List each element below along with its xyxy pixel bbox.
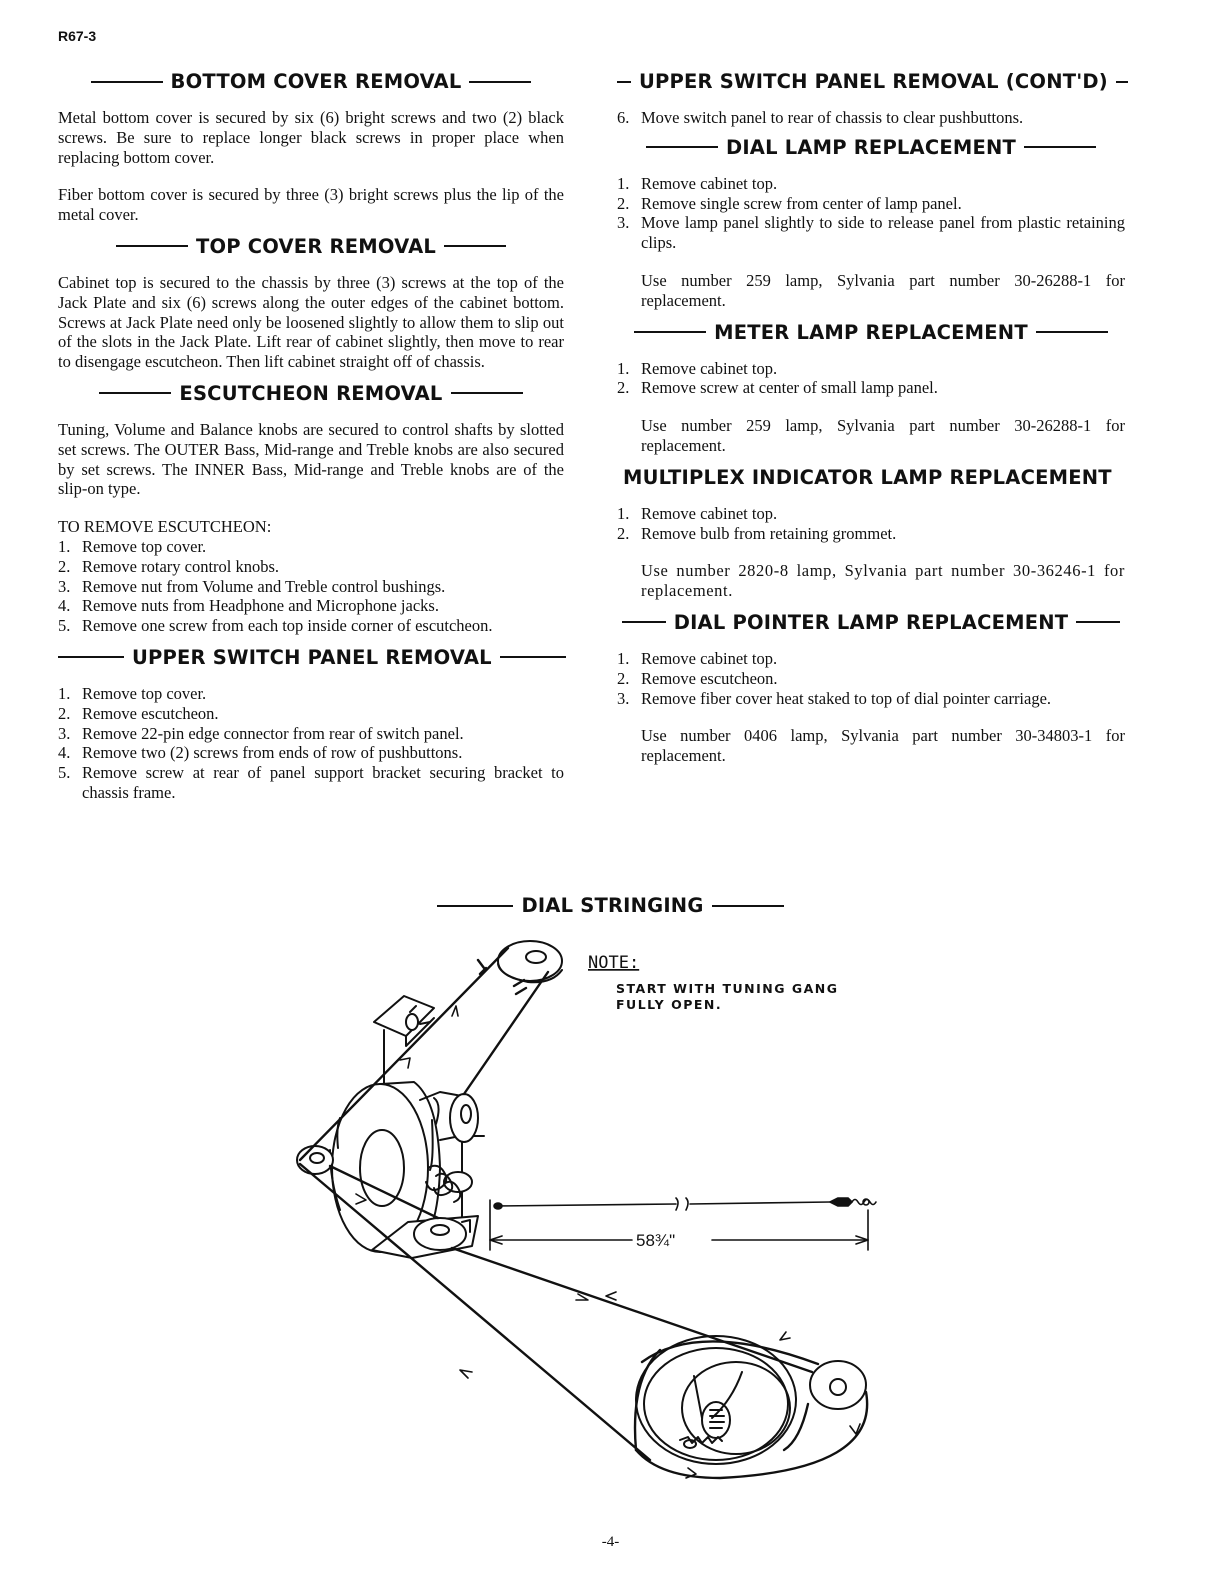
- multiplex-note: Use number 2820-8 lamp, Sylvania part number 30-36246-1 for replacement.: [641, 561, 1125, 601]
- dial-drum: [636, 1336, 796, 1464]
- diagram-note-label: NOTE:: [588, 953, 640, 973]
- bottom-cover-paragraph-2: Fiber bottom cover is secured by three (3) bright screws plus the lip of the metal cover.: [58, 185, 564, 225]
- list-item: 2. Remove escutcheon.: [617, 668, 778, 688]
- list-item: 3. Remove nut from Volume and Treble control bushings.: [58, 576, 446, 596]
- upper-switch-contd-heading: [617, 66, 1125, 98]
- right-idler-pulley: [810, 1361, 866, 1409]
- list-item: 3. Remove 22-pin edge connector from rear of switch panel.: [58, 723, 464, 743]
- escutcheon-steps-label: TO REMOVE ESCUTCHEON:: [58, 517, 272, 537]
- meter-lamp-note: Use number 259 lamp, Sylvania part number 30-26288-1 for replacement.: [641, 416, 1125, 455]
- list-item: 2. Remove screw at center of small lamp panel.: [617, 378, 938, 398]
- escutcheon-heading: [58, 378, 564, 410]
- list-item: 3. Remove fiber cover heat staked to top of dial pointer carriage.: [617, 688, 1052, 708]
- top-cover-heading-text: TOP COVER REMOVAL: [195, 234, 437, 258]
- diagram-note-line-1: START WITH TUNING GANG: [616, 981, 839, 996]
- multiplex-steps: [617, 504, 1125, 544]
- list-item: 1. Remove top cover.: [58, 683, 207, 703]
- multiplex-heading-text: MULTIPLEX INDICATOR LAMP REPLACEMENT: [623, 465, 1112, 489]
- dial-stringing-diagram: [0, 920, 1221, 1520]
- escutcheon-paragraph: Tuning, Volume and Balance knobs are secured to control shafts by slotted set screws. The OUTER Bass, Mid-range and Treble knobs are also secured by set screws. The INNER Bass, Mid-range and Treble knobs are of the slip-on type.: [58, 419, 564, 499]
- dial-lamp-heading: [617, 132, 1125, 164]
- list-item: 1. Remove cabinet top.: [617, 358, 778, 378]
- list-item: 1. Remove cabinet top.: [617, 173, 778, 193]
- escutcheon-steps: [58, 537, 564, 636]
- bottom-cover-heading-text: BOTTOM COVER REMOVAL: [170, 70, 462, 93]
- upper-switch-steps: [58, 684, 564, 803]
- dial-lamp-steps: [617, 174, 1125, 253]
- top-cover-paragraph: Cabinet top is secured to the chassis by three (3) screws at the top of the Jack Plate and six (6) screws along the outer edges of the cabinet bottom. Screws at Jack Plate need only be loosened slightly to allow them to slip out of the slots in the Jack Plate. Lift rear of cabinet slightly, then move to rear to disengage escutcheon. Then lift cabinet straight off of chassis.: [58, 272, 564, 372]
- dial-pointer-heading-text: DIAL POINTER LAMP REPLACEMENT: [673, 610, 1069, 634]
- meter-lamp-steps: [617, 359, 1125, 399]
- document-id: R67-3: [58, 28, 97, 44]
- list-item: 5. Remove screw at rear of panel support bracket securing bracket to chassis frame.: [58, 763, 564, 802]
- left-idler-pulley: [297, 1146, 333, 1174]
- list-item: 4. Remove two (2) screws from ends of row of pushbuttons.: [58, 743, 463, 763]
- list-item: 6. Move switch panel to rear of chassis to clear pushbuttons.: [617, 108, 1024, 127]
- list-item: 1. Remove cabinet top.: [617, 648, 778, 668]
- list-item: 2. Remove escutcheon.: [58, 703, 219, 723]
- list-item: 5. Remove one screw from each top inside corner of escutcheon.: [58, 616, 493, 636]
- list-item: 2. Remove bulb from retaining grommet.: [617, 523, 897, 543]
- dial-pointer-note: Use number 0406 lamp, Sylvania part number 30-34803-1 for replacement.: [641, 726, 1125, 766]
- upper-switch-heading: [58, 642, 564, 674]
- diagram-note-line-2: FULLY OPEN.: [616, 997, 723, 1012]
- left-column: [58, 66, 564, 819]
- upper-switch-heading-text: UPPER SWITCH PANEL REMOVAL: [132, 645, 492, 669]
- list-item: 4. Remove nuts from Headphone and Microphone jacks.: [58, 596, 439, 616]
- dial-lamp-note: Use number 259 lamp, Sylvania part number 30-26288-1 for replacement.: [641, 270, 1125, 310]
- bottom-cover-paragraph-1: Metal bottom cover is secured by six (6) bright screws and two (2) black screws. Be sure to replace longer black screws in proper place when replacing bottom cover.: [58, 108, 564, 167]
- cord-length-label: 58¾": [636, 1231, 676, 1250]
- meter-lamp-heading-text: METER LAMP REPLACEMENT: [714, 320, 1028, 344]
- upper-switch-contd-steps: [617, 108, 1125, 128]
- dial-pointer-heading: [617, 607, 1125, 639]
- cord-length-dimension: [490, 1198, 876, 1250]
- dial-stringing-heading: [0, 890, 1221, 922]
- list-item: 2. Remove rotary control knobs.: [58, 556, 280, 576]
- dial-stringing-heading-text: DIAL STRINGING: [521, 894, 704, 917]
- list-item: 3. Move lamp panel slightly to side to release panel from plastic retaining clips.: [617, 213, 1125, 253]
- gang-pulley: [450, 1094, 478, 1142]
- right-column: [617, 66, 1125, 776]
- multiplex-heading: [617, 462, 1125, 494]
- dial-lamp-heading-text: DIAL LAMP REPLACEMENT: [725, 135, 1017, 159]
- page-number: -4-: [601, 1534, 620, 1550]
- dial-pointer-steps: [617, 649, 1125, 708]
- top-cover-heading: [58, 231, 564, 263]
- list-item: 2. Remove single screw from center of lamp panel.: [617, 193, 962, 213]
- list-item: 1. Remove top cover.: [58, 536, 207, 556]
- meter-lamp-heading: [617, 317, 1125, 349]
- upper-switch-contd-heading-text: UPPER SWITCH PANEL REMOVAL (CONT'D): [639, 70, 1108, 93]
- escutcheon-heading-text: ESCUTCHEON REMOVAL: [179, 381, 443, 405]
- bottom-cover-heading: [58, 66, 564, 98]
- list-item: 1. Remove cabinet top.: [617, 503, 778, 523]
